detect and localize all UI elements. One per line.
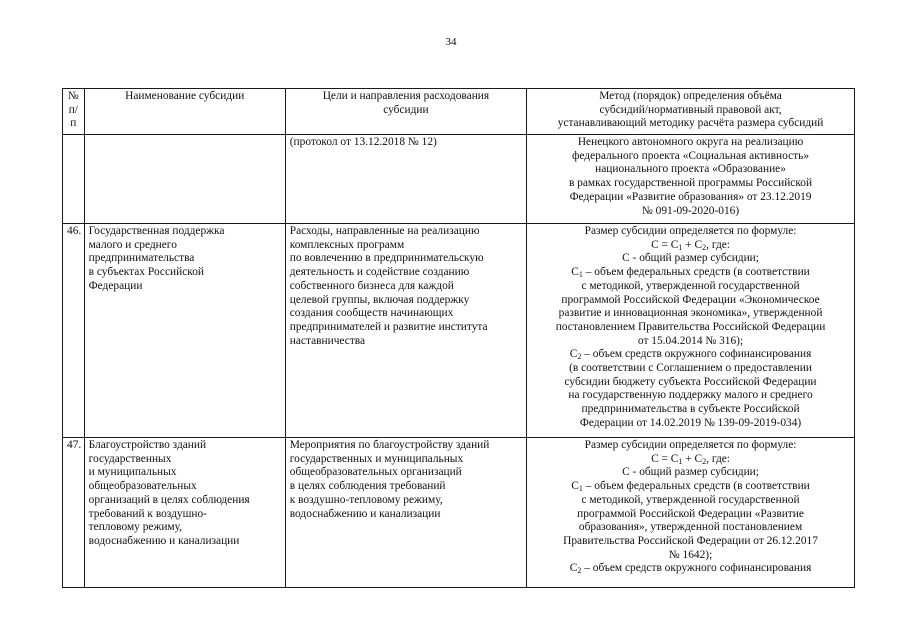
table-row xyxy=(63,135,855,224)
cell-method: Ненецкого автономного округа на реализацию федерального проекта «Социальная активность» национального проекта «Образование» в рамках государственной программы Российской Федерации «Развитие образования» от 23.12.2019 № 091-09-2020-016) xyxy=(527,135,855,224)
cell-name: Государственная поддержка малого и среднего предпринимательства в субъектах Российской Федерации xyxy=(84,224,285,438)
method-line: C1 – объем федеральных средств (в соответствии xyxy=(571,480,810,494)
page-number: 34 xyxy=(445,36,457,48)
method-line: Федерации от 14.02.2019 № 139-09-2019-034) xyxy=(579,416,802,429)
method-line: предпринимательства в субъекте Российской xyxy=(581,403,800,416)
cell-name: Благоустройство зданий государственных и муниципальных общеобразовательных организаций в целях соблюдения требований к воздушно- тепловому режиму, водоснабжению и канализации xyxy=(84,438,285,588)
method-line: (в соответствии с Соглашением о предоставлении xyxy=(569,362,812,375)
cell-goal: (протокол от 13.12.2018 № 12) xyxy=(285,135,526,224)
method-line: C1 – объем федеральных средств (в соответствии xyxy=(571,266,810,280)
method-line: образования», утвержденной постановлением xyxy=(578,521,803,534)
method-line: Правительства Российской Федерации от 26.12.2017 xyxy=(563,534,818,547)
cell-num: 46. xyxy=(63,224,85,438)
cell-method xyxy=(527,438,855,588)
method-line: с методикой, утвержденной государственной xyxy=(581,279,800,292)
table-header-row xyxy=(63,89,855,135)
cell-num xyxy=(63,135,85,224)
method-line: постановлением Правительства Российской Федерации xyxy=(555,320,826,333)
method-line: № 1642); xyxy=(668,548,713,561)
method-line: C - общий размер субсидии; xyxy=(622,466,759,479)
method-line: Размер субсидии определяется по формуле: xyxy=(584,439,797,451)
method-line: субсидии бюджету субъекта Российской Федерации xyxy=(564,375,817,388)
cell-num: 47. xyxy=(63,438,85,588)
method-line: от 15.04.2014 № 316); xyxy=(637,334,744,347)
table-row xyxy=(63,224,855,438)
cell-method xyxy=(527,224,855,438)
header-method: Метод (порядок) определения объёма субсидий/нормативный правовой акт, устанавливающий методику расчёта размера субсидий xyxy=(527,89,855,135)
cell-name xyxy=(84,135,285,224)
cell-goal: Расходы, направленные на реализацию комплексных программ по вовлечению в предпринимательскую деятельность и содействие созданию собственного бизнеса для каждой целевой группы, включая поддержку создания сообществ начинающих предпринимателей и развитие института наставничества xyxy=(285,224,526,438)
header-num: № п/п xyxy=(63,89,85,135)
method-line: Размер субсидии определяется по формуле: xyxy=(584,225,797,237)
method-line: C2 – объем средств окружного софинансирования xyxy=(569,348,812,362)
cell-goal: Мероприятия по благоустройству зданий государственных и муниципальных общеобразовательных организаций в целях соблюдения требований к воздушно-тепловому режиму, водоснабжению и канализации xyxy=(285,438,526,588)
method-line: C - общий размер субсидии; xyxy=(622,252,759,265)
method-line: C2 – объем средств окружного софинансирования xyxy=(569,562,812,576)
method-line: с методикой, утвержденной государственной xyxy=(581,493,800,506)
header-goal: Цели и направления расходования субсидии xyxy=(285,89,526,135)
subsidy-table xyxy=(62,88,855,588)
method-line: на государственную поддержку малого и среднего xyxy=(568,389,813,402)
method-line: программой Российской Федерации «Экономическое xyxy=(561,293,820,306)
header-name: Наименование субсидии xyxy=(84,89,285,135)
method-line: развитие и инновационная экономика», утвержденной xyxy=(558,307,823,320)
table-row xyxy=(63,438,855,588)
method-line: C = C1 + C2, где: xyxy=(651,452,730,466)
method-line: C = C1 + C2, где: xyxy=(651,238,730,252)
method-line: программой Российской Федерации «Развитие xyxy=(577,507,804,520)
